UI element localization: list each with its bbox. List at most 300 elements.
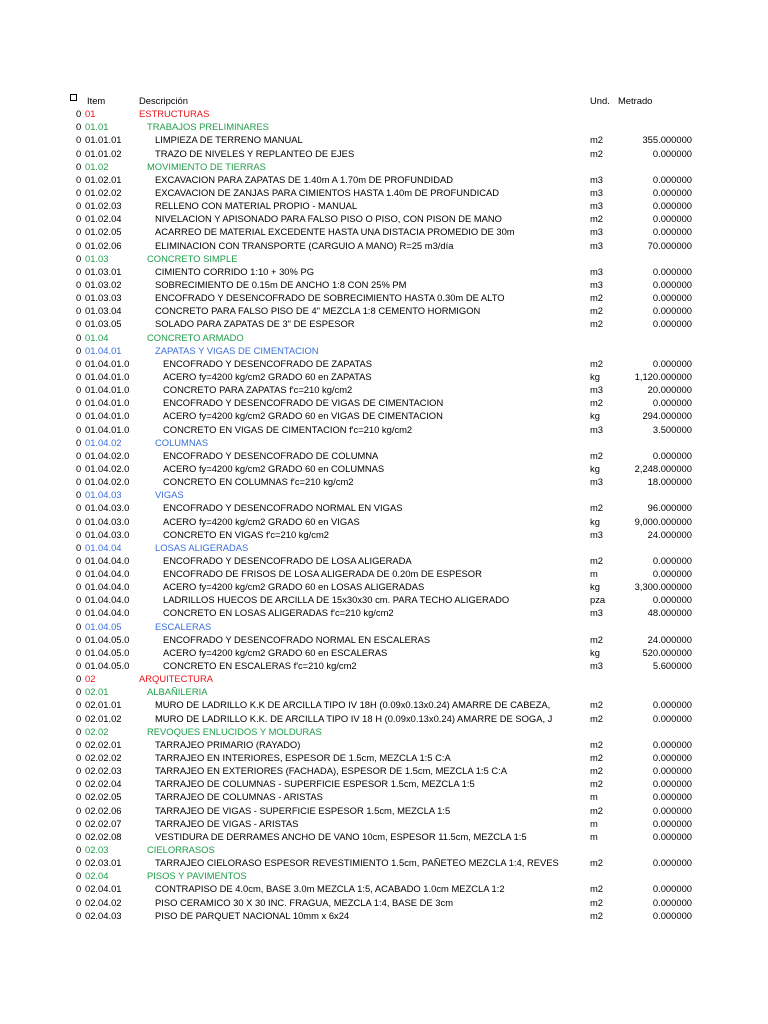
row-metrado: 96.000000 — [647, 502, 692, 514]
row-description: ENCOFRADO Y DESENCOFRADO NORMAL EN ESCALERAS — [163, 633, 431, 645]
row-description: CONTRAPISO DE 4.0cm, BASE 3.0m MEZCLA 1:5, ACABADO 1.0cm MEZCLA 1:2 — [155, 883, 505, 895]
row-description: TARRAJEO DE VIGAS - SUPERFICIE ESPESOR 1.5cm, MEZCLA 1:5 — [155, 804, 451, 816]
row-level: 0 — [76, 357, 82, 369]
row-item: 02.02.05 — [85, 791, 122, 803]
row-unit: kg — [590, 462, 600, 474]
row-metrado: 0.000000 — [652, 738, 692, 750]
row-level: 0 — [76, 449, 82, 461]
row-level: 0 — [76, 147, 82, 159]
row-description: EXCAVACION DE ZANJAS PARA CIMIENTOS HASTA 1.40m DE PROFUNDICAD — [155, 186, 499, 198]
row-unit: m2 — [590, 699, 604, 711]
row-metrado: 0.000000 — [652, 804, 692, 816]
row-item: 01.01.02 — [85, 147, 122, 159]
row-level: 0 — [76, 607, 82, 619]
row-metrado: 0.000000 — [652, 278, 692, 290]
row-item: 01.04.04.0 — [85, 554, 130, 566]
row-level: 0 — [76, 660, 82, 672]
row-item: 01.02.03 — [85, 200, 122, 212]
table-row — [0, 278, 768, 291]
row-item: 02.02.03 — [85, 765, 122, 777]
row-level: 0 — [76, 673, 82, 685]
row-description: CONCRETO EN VIGAS f'c=210 kg/cm2 — [163, 528, 329, 540]
row-level: 0 — [76, 804, 82, 816]
header-und: Und. — [590, 95, 610, 106]
row-level: 0 — [76, 200, 82, 212]
row-level: 0 — [76, 515, 82, 527]
row-item: 01.03.01 — [85, 265, 122, 277]
row-metrado: 0.000000 — [652, 857, 692, 869]
row-unit: kg — [590, 410, 600, 422]
table-row — [0, 383, 768, 396]
row-item: 02.04.03 — [85, 909, 122, 921]
row-description: ENCOFRADO Y DESENCOFRADO DE LOSA ALIGERADA — [163, 554, 412, 566]
row-item: 01.04.05.0 — [85, 633, 130, 645]
section-row — [0, 436, 768, 449]
row-level: 0 — [76, 725, 82, 737]
row-level: 0 — [76, 476, 82, 488]
row-metrado: 355.000000 — [642, 134, 692, 146]
row-level: 0 — [76, 883, 82, 895]
row-unit: m3 — [590, 173, 604, 185]
row-item: 01.04.01 — [85, 344, 122, 356]
table-row — [0, 239, 768, 252]
row-metrado: 0.000000 — [652, 752, 692, 764]
row-item: 01.04.01.0 — [85, 370, 130, 382]
table-row — [0, 409, 768, 422]
table-row — [0, 804, 768, 817]
row-item: 01.04.05.0 — [85, 646, 130, 658]
table-row — [0, 475, 768, 488]
row-level: 0 — [76, 857, 82, 869]
row-unit: m2 — [590, 738, 604, 750]
row-description: VESTIDURA DE DERRAMES ANCHO DE VANO 10cm, ESPESOR 11.5cm, MEZCLA 1:5 — [155, 830, 527, 842]
row-metrado: 0.000000 — [652, 699, 692, 711]
row-level: 0 — [76, 370, 82, 382]
row-level: 0 — [76, 528, 82, 540]
table-row — [0, 186, 768, 199]
row-metrado: 0.000000 — [652, 883, 692, 895]
table-row — [0, 554, 768, 567]
table-row — [0, 712, 768, 725]
row-description: REVOQUES ENLUCIDOS Y MOLDURAS — [147, 725, 322, 737]
row-description: ESTRUCTURAS — [139, 108, 210, 120]
row-unit: m2 — [590, 909, 604, 921]
row-item: 01.04.04.0 — [85, 568, 130, 580]
row-item: 02.01.02 — [85, 712, 122, 724]
table-row — [0, 304, 768, 317]
row-level: 0 — [76, 752, 82, 764]
table-row — [0, 790, 768, 803]
row-item: 01.04.03.0 — [85, 515, 130, 527]
row-level: 0 — [76, 410, 82, 422]
row-level: 0 — [76, 384, 82, 396]
row-item: 01.02.02 — [85, 186, 122, 198]
row-description: ENCOFRADO Y DESENCOFRADO DE SOBRECIMIENTO HASTA 0.30m DE ALTO — [155, 292, 505, 304]
row-unit: m — [590, 817, 598, 829]
row-description: TRABAJOS PRELIMINARES — [147, 121, 269, 133]
row-description: CIELORRASOS — [147, 844, 215, 856]
table-row — [0, 212, 768, 225]
row-metrado: 20.000000 — [647, 384, 692, 396]
row-item: 01.04.05 — [85, 620, 122, 632]
row-item: 01.04.04.0 — [85, 581, 130, 593]
row-metrado: 24.000000 — [647, 633, 692, 645]
table-row — [0, 817, 768, 830]
row-level: 0 — [76, 121, 82, 133]
row-item: 01.04.01.0 — [85, 423, 130, 435]
row-unit: m3 — [590, 660, 604, 672]
row-description: LADRILLOS HUECOS DE ARCILLA DE 15x30x30 cm. PARA TECHO ALIGERADO — [163, 594, 510, 606]
row-metrado: 0.000000 — [652, 147, 692, 159]
table-row — [0, 147, 768, 160]
row-item: 01.04.02.0 — [85, 476, 130, 488]
section-row — [0, 160, 768, 173]
row-unit: m2 — [590, 633, 604, 645]
row-description: TRAZO DE NIVELES Y REPLANTEO DE EJES — [155, 147, 355, 159]
table-row — [0, 882, 768, 895]
row-item: 02.04 — [85, 870, 109, 882]
table-row — [0, 501, 768, 514]
row-metrado: 294.000000 — [642, 410, 692, 422]
row-item: 01.03.04 — [85, 305, 122, 317]
section-row — [0, 252, 768, 265]
table-row — [0, 396, 768, 409]
row-metrado: 0.000000 — [652, 830, 692, 842]
row-unit: m2 — [590, 292, 604, 304]
row-item: 01.04.03.0 — [85, 502, 130, 514]
row-level: 0 — [76, 830, 82, 842]
row-description: CONCRETO EN COLUMNAS f'c=210 kg/cm2 — [163, 476, 354, 488]
row-item: 01.02 — [85, 160, 109, 172]
row-item: 01.04.04 — [85, 541, 122, 553]
row-level: 0 — [76, 134, 82, 146]
budget-sheet — [0, 94, 768, 922]
header-descripcion: Descripción — [139, 95, 188, 106]
row-metrado: 0.000000 — [652, 265, 692, 277]
row-description: TARRAJEO DE COLUMNAS - SUPERFICIE ESPESOR 1.5cm, MEZCLA 1:5 — [155, 778, 475, 790]
row-level: 0 — [76, 554, 82, 566]
row-unit: kg — [590, 581, 600, 593]
header-item: Item — [87, 95, 106, 106]
row-level: 0 — [76, 568, 82, 580]
row-item: 01.03 — [85, 252, 109, 264]
row-item: 01.03.03 — [85, 292, 122, 304]
checkbox-icon — [70, 94, 77, 101]
row-metrado: 48.000000 — [647, 607, 692, 619]
row-metrado: 0.000000 — [652, 292, 692, 304]
row-unit: m3 — [590, 265, 604, 277]
row-description: ARQUITECTURA — [139, 673, 213, 685]
header-metrado: Metrado — [618, 95, 653, 106]
row-level: 0 — [76, 699, 82, 711]
table-row — [0, 580, 768, 593]
row-item: 01.03.05 — [85, 318, 122, 330]
row-unit: m2 — [590, 765, 604, 777]
table-row — [0, 896, 768, 909]
row-level: 0 — [76, 489, 82, 501]
row-level: 0 — [76, 620, 82, 632]
row-item: 01.02.04 — [85, 213, 122, 225]
row-metrado: 0.000000 — [652, 305, 692, 317]
table-row — [0, 133, 768, 146]
row-metrado: 0.000000 — [652, 554, 692, 566]
row-item: 01.04.03 — [85, 489, 122, 501]
row-unit: m3 — [590, 476, 604, 488]
row-description: ACARREO DE MATERIAL EXCEDENTE HASTA UNA DISTACIA PROMEDIO DE 30m — [155, 226, 515, 238]
row-item: 02.01 — [85, 686, 109, 698]
row-description: ZAPATAS Y VIGAS DE CIMENTACION — [155, 344, 319, 356]
row-item: 02.02 — [85, 725, 109, 737]
row-metrado: 0.000000 — [652, 226, 692, 238]
table-row — [0, 357, 768, 370]
row-metrado: 0.000000 — [652, 449, 692, 461]
table-row — [0, 606, 768, 619]
row-unit: m2 — [590, 449, 604, 461]
row-unit: m3 — [590, 200, 604, 212]
row-level: 0 — [76, 581, 82, 593]
table-row — [0, 199, 768, 212]
row-unit: m2 — [590, 213, 604, 225]
row-unit: m3 — [590, 239, 604, 251]
row-metrado: 520.000000 — [642, 646, 692, 658]
row-item: 01.04.04.0 — [85, 607, 130, 619]
row-description: ACERO fy=4200 kg/cm2 GRADO 60 en COLUMNAS — [163, 462, 385, 474]
table-row — [0, 528, 768, 541]
row-description: ALBAÑILERIA — [147, 686, 208, 698]
row-description: MURO DE LADRILLO K.K. DE ARCILLA TIPO IV 18 H (0.09x0.13x0.24) AMARRE DE SOGA, J — [155, 712, 553, 724]
row-unit: m2 — [590, 134, 604, 146]
row-metrado: 0.000000 — [652, 397, 692, 409]
table-row — [0, 856, 768, 869]
table-row — [0, 291, 768, 304]
row-metrado: 24.000000 — [647, 528, 692, 540]
row-description: MOVIMIENTO DE TIERRAS — [147, 160, 266, 172]
row-unit: m3 — [590, 384, 604, 396]
row-item: 02.01.01 — [85, 699, 122, 711]
row-description: ACERO fy=4200 kg/cm2 GRADO 60 en VIGAS — [163, 515, 360, 527]
row-level: 0 — [76, 909, 82, 921]
row-level: 0 — [76, 765, 82, 777]
section-row — [0, 620, 768, 633]
row-description: EXCAVACION PARA ZAPATAS DE 1.40m A 1.70m DE PROFUNDIDAD — [155, 173, 453, 185]
section-row — [0, 869, 768, 882]
row-description: ACERO fy=4200 kg/cm2 GRADO 60 en VIGAS DE CIMENTACION — [163, 410, 443, 422]
row-level: 0 — [76, 292, 82, 304]
row-level: 0 — [76, 594, 82, 606]
row-description: CONCRETO ARMADO — [147, 331, 244, 343]
row-description: COLUMNAS — [155, 436, 209, 448]
row-level: 0 — [76, 226, 82, 238]
row-item: 02.02.02 — [85, 752, 122, 764]
row-unit: m3 — [590, 186, 604, 198]
row-description: CONCRETO EN ESCALERAS f'c=210 kg/cm2 — [163, 660, 357, 672]
row-description: ENCOFRADO DE FRISOS DE LOSA ALIGERADA DE 0.20m DE ESPESOR — [163, 568, 482, 580]
row-metrado: 3.500000 — [652, 423, 692, 435]
row-unit: kg — [590, 515, 600, 527]
row-level: 0 — [76, 265, 82, 277]
row-unit: m2 — [590, 752, 604, 764]
table-row — [0, 764, 768, 777]
table-row — [0, 593, 768, 606]
table-row — [0, 646, 768, 659]
row-description: ESCALERAS — [155, 620, 212, 632]
row-description: TARRAJEO PRIMARIO (RAYADO) — [155, 738, 301, 750]
row-description: TARRAJEO EN EXTERIORES (FACHADA), ESPESOR DE 1.5cm, MEZCLA 1:5 C:A — [155, 765, 507, 777]
row-item: 01.02.06 — [85, 239, 122, 251]
table-row — [0, 909, 768, 922]
row-item: 01.04.01.0 — [85, 357, 130, 369]
row-unit: m — [590, 830, 598, 842]
section-row — [0, 120, 768, 133]
row-description: CIMIENTO CORRIDO 1:10 + 30% PG — [155, 265, 314, 277]
row-level: 0 — [76, 278, 82, 290]
row-unit: m2 — [590, 397, 604, 409]
row-item: 01.04.03.0 — [85, 528, 130, 540]
table-row — [0, 698, 768, 711]
row-metrado: 0.000000 — [652, 318, 692, 330]
row-metrado: 18.000000 — [647, 476, 692, 488]
row-unit: m2 — [590, 318, 604, 330]
row-unit: m2 — [590, 147, 604, 159]
row-item: 01.01 — [85, 121, 109, 133]
row-unit: kg — [590, 646, 600, 658]
table-row — [0, 515, 768, 528]
row-unit: m2 — [590, 857, 604, 869]
row-level: 0 — [76, 173, 82, 185]
row-item: 01.04.02.0 — [85, 462, 130, 474]
row-item: 02.04.01 — [85, 883, 122, 895]
row-unit: kg — [590, 370, 600, 382]
row-item: 01.03.02 — [85, 278, 122, 290]
row-level: 0 — [76, 686, 82, 698]
row-metrado: 9,000.000000 — [634, 515, 692, 527]
row-unit: pza — [590, 594, 606, 606]
table-row — [0, 830, 768, 843]
row-unit: m2 — [590, 357, 604, 369]
row-description: NIVELACION Y APISONADO PARA FALSO PISO O PISO, CON PISON DE MANO — [155, 213, 502, 225]
row-item: 02.03.01 — [85, 857, 122, 869]
row-description: ENCOFRADO Y DESENCOFRADO DE COLUMNA — [163, 449, 379, 461]
row-metrado: 0.000000 — [652, 213, 692, 225]
row-level: 0 — [76, 738, 82, 750]
row-description: CONCRETO PARA ZAPATAS f'c=210 kg/cm2 — [163, 384, 353, 396]
row-item: 01.04.01.0 — [85, 397, 130, 409]
row-item: 01.04.01.0 — [85, 410, 130, 422]
row-level: 0 — [76, 462, 82, 474]
row-level: 0 — [76, 397, 82, 409]
row-unit: m3 — [590, 423, 604, 435]
row-description: ACERO fy=4200 kg/cm2 GRADO 60 en ESCALERAS — [163, 646, 388, 658]
row-description: CONCRETO EN VIGAS DE CIMENTACION f'c=210 kg/cm2 — [163, 423, 413, 435]
row-level: 0 — [76, 331, 82, 343]
row-level: 0 — [76, 344, 82, 356]
row-metrado: 0.000000 — [652, 186, 692, 198]
row-item: 01.01.01 — [85, 134, 122, 146]
row-unit: m3 — [590, 607, 604, 619]
row-unit: m2 — [590, 305, 604, 317]
row-level: 0 — [76, 186, 82, 198]
row-level: 0 — [76, 817, 82, 829]
table-row — [0, 225, 768, 238]
row-description: PISO CERAMICO 30 X 30 INC. FRAGUA, MEZCLA 1:4, BASE DE 3cm — [155, 896, 453, 908]
row-level: 0 — [76, 252, 82, 264]
row-level: 0 — [76, 305, 82, 317]
row-level: 0 — [76, 896, 82, 908]
row-item: 01.04.02.0 — [85, 449, 130, 461]
table-row — [0, 567, 768, 580]
section-row — [0, 541, 768, 554]
row-level: 0 — [76, 712, 82, 724]
row-description: VIGAS — [155, 489, 184, 501]
row-level: 0 — [76, 870, 82, 882]
row-metrado: 0.000000 — [652, 909, 692, 921]
row-description: TARRAJEO DE COLUMNAS - ARISTAS — [155, 791, 323, 803]
table-row — [0, 370, 768, 383]
section-row — [0, 107, 768, 120]
rows-container — [0, 107, 768, 922]
row-metrado: 0.000000 — [652, 357, 692, 369]
table-row — [0, 265, 768, 278]
table-row — [0, 751, 768, 764]
table-row — [0, 633, 768, 646]
row-item: 01.04.05.0 — [85, 660, 130, 672]
row-unit: m2 — [590, 883, 604, 895]
row-item: 02.02.06 — [85, 804, 122, 816]
row-unit: m3 — [590, 528, 604, 540]
row-item: 01.04.01.0 — [85, 384, 130, 396]
row-description: PISO DE PARQUET NACIONAL 10mm x 6x24 — [155, 909, 350, 921]
table-row — [0, 423, 768, 436]
row-level: 0 — [76, 239, 82, 251]
row-metrado: 0.000000 — [652, 594, 692, 606]
row-description: SOBRECIMIENTO DE 0.15m DE ANCHO 1:8 CON 25% PM — [155, 278, 407, 290]
header-row — [0, 94, 768, 107]
row-level: 0 — [76, 778, 82, 790]
row-item: 02.02.01 — [85, 738, 122, 750]
row-unit: m2 — [590, 554, 604, 566]
section-row — [0, 331, 768, 344]
row-unit: m2 — [590, 502, 604, 514]
row-unit: m3 — [590, 226, 604, 238]
row-level: 0 — [76, 108, 82, 120]
row-description: ACERO fy=4200 kg/cm2 GRADO 60 en LOSAS ALIGERADAS — [163, 581, 425, 593]
row-description: LOSAS ALIGERADAS — [155, 541, 249, 553]
row-description: TARRAJEO DE VIGAS - ARISTAS — [155, 817, 299, 829]
row-metrado: 70.000000 — [647, 239, 692, 251]
row-description: CONCRETO EN LOSAS ALIGERADAS f'c=210 kg/cm2 — [163, 607, 394, 619]
row-metrado: 3,300.000000 — [634, 581, 692, 593]
row-level: 0 — [76, 633, 82, 645]
row-metrado: 0.000000 — [652, 791, 692, 803]
table-row — [0, 462, 768, 475]
row-level: 0 — [76, 213, 82, 225]
row-description: ENCOFRADO Y DESENCOFRADO DE VIGAS DE CIMENTACION — [163, 397, 444, 409]
row-metrado: 0.000000 — [652, 568, 692, 580]
row-description: TARRAJEO CIELORASO ESPESOR REVESTIMIENTO 1.5cm, PAÑETEO MEZCLA 1:4, REVES — [155, 857, 559, 869]
row-item: 01.02.05 — [85, 226, 122, 238]
row-unit: m2 — [590, 712, 604, 724]
row-level: 0 — [76, 791, 82, 803]
row-item: 02.03 — [85, 844, 109, 856]
row-level: 0 — [76, 160, 82, 172]
row-description: ENCOFRADO Y DESENCOFRADO DE ZAPATAS — [163, 357, 373, 369]
row-item: 01.04 — [85, 331, 109, 343]
row-description: ACERO fy=4200 kg/cm2 GRADO 60 en ZAPATAS — [163, 370, 372, 382]
table-row — [0, 317, 768, 330]
section-row — [0, 488, 768, 501]
row-item: 02.02.07 — [85, 817, 122, 829]
row-metrado: 0.000000 — [652, 200, 692, 212]
